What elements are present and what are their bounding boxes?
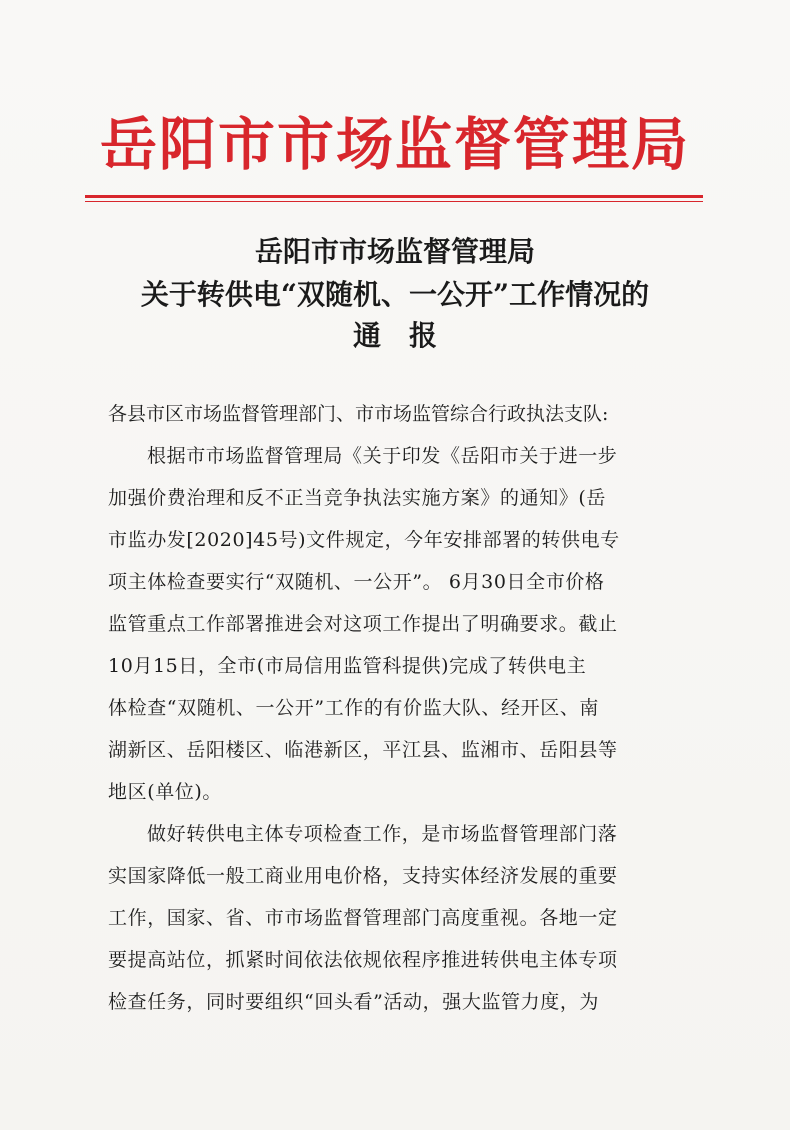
paragraph-1-line-4: 项主体检查要实行“双随机、一公开”。 6月30日全市价格 [108,571,605,593]
paragraph-2-line-2: 实国家降低一般工商业用电价格，支持实体经济发展的重要 [108,865,618,887]
title-line-1: 岳阳市市场监督管理局 [254,235,535,268]
title-line-3: 通报 [352,319,465,352]
paragraph-1-line-5: 监管重点工作部署推进会对这项工作提出了明确要求。截止 [108,613,618,635]
letterhead-title: 岳阳市市场监督管理局 [100,111,690,178]
letterhead-rule-thin [85,201,703,202]
paragraph-1-line-7: 体检查“双随机、一公开”工作的有价监大队、经开区、南 [108,697,600,719]
paragraph-2-line-4: 要提高站位，抓紧时间依法依规依程序推进转供电主体专项 [108,949,618,971]
paragraph-1-line-6: 10月15日，全市(市局信用监管科提供)完成了转供电主 [108,655,587,677]
title-line-2: 关于转供电“双随机、一公开”工作情况的 [140,278,650,311]
paragraph-1-line-2: 加强价费治理和反不正当竞争执法实施方案》的通知》(岳 [108,487,607,509]
paragraph-2-line-3: 工作，国家、省、市市场监督管理部门高度重视。各地一定 [108,907,618,929]
letterhead-rule-thick [85,195,703,198]
paragraph-2-line-1: 做好转供电主体专项检查工作，是市场监督管理部门落 [147,823,618,845]
paragraph-1-line-1: 根据市市场监督管理局《关于印发《岳阳市关于进一步 [147,445,618,467]
paragraph-1-line-8: 湖新区、岳阳楼区、临港新区，平江县、监湘市、岳阳县等 [108,739,618,761]
paragraph-1-line-9: 地区(单位)。 [108,781,223,803]
paragraph-2-line-5: 检查任务，同时要组织“回头看”活动，强大监管力度，为 [108,991,600,1013]
paragraph-1-line-3: 市监办发[2020]45号)文件规定，今年安排部署的转供电专 [108,529,620,551]
salutation: 各县市区市场监督管理部门、市市场监管综合行政执法支队: [108,403,609,425]
